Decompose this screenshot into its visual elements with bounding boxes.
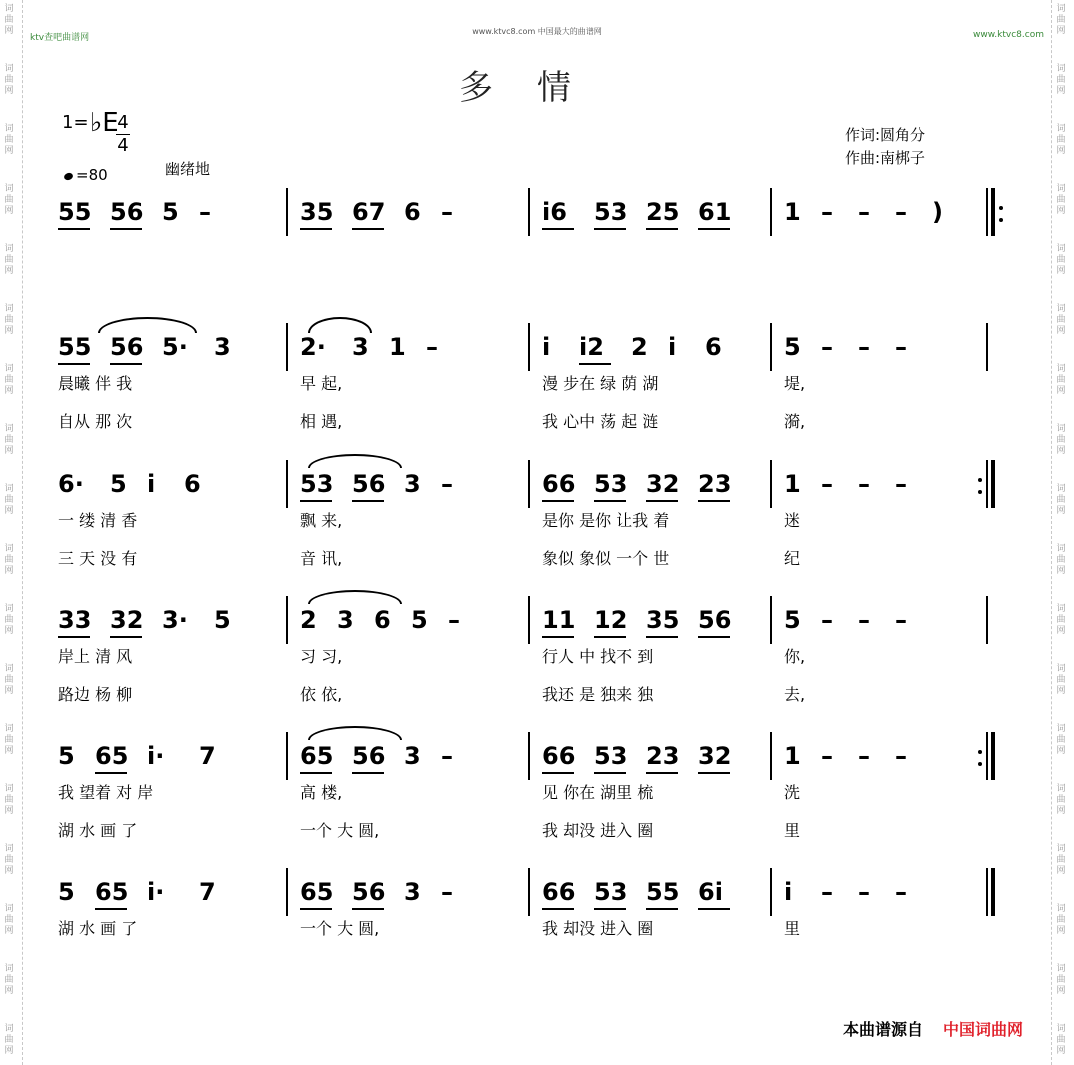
note-group: 1 xyxy=(784,742,801,770)
side-watermark-text: 词 曲 网 xyxy=(4,124,14,156)
beam-underline xyxy=(698,500,730,502)
lyric-verse-1: 岸上 清 风 xyxy=(58,647,133,666)
lyric-verse-2: 象似 象似 一个 世 xyxy=(542,549,670,568)
beam-underline xyxy=(58,363,90,365)
repeat-barline-thick xyxy=(991,732,995,780)
note-group: 53 xyxy=(594,878,628,906)
note-group: 3 xyxy=(337,606,354,634)
slur-mark xyxy=(308,317,372,333)
lyric-verse-1: 晨曦 伴 我 xyxy=(58,374,133,393)
side-watermark-text: 词 曲 网 xyxy=(1056,604,1066,636)
note-group: – xyxy=(858,198,870,226)
note-group: 5 xyxy=(784,333,801,361)
beam-underline xyxy=(58,636,90,638)
note-group: 65 xyxy=(95,742,129,770)
lyric-verse-2: 漪, xyxy=(784,412,806,431)
note-group: 32 xyxy=(698,742,732,770)
beam-underline xyxy=(579,363,611,365)
slur-mark xyxy=(308,726,402,740)
note-group: – xyxy=(821,742,833,770)
repeat-dot xyxy=(978,750,982,754)
beam-underline xyxy=(300,228,332,230)
side-watermark-text: 词 曲 网 xyxy=(4,64,14,96)
side-watermark-text: 词 曲 网 xyxy=(1056,1024,1066,1056)
note-group: i6 xyxy=(542,198,567,226)
note-group: 11 xyxy=(542,606,576,634)
note-group: 3· xyxy=(162,606,188,634)
note-group: 35 xyxy=(300,198,334,226)
lyric-verse-2: 一个 大 圆, xyxy=(300,821,380,840)
note-group: 5 xyxy=(58,878,75,906)
beam-underline xyxy=(594,228,626,230)
lyric-verse-1: 高 楼, xyxy=(300,783,343,802)
beam-underline xyxy=(646,228,678,230)
repeat-dot xyxy=(978,762,982,766)
barline xyxy=(770,460,772,508)
note-group: – xyxy=(441,878,453,906)
note-group: 6i xyxy=(698,878,723,906)
score-row xyxy=(58,742,1018,862)
lyric-verse-1: 飘 来, xyxy=(300,511,343,530)
beam-underline xyxy=(698,908,730,910)
lyric-verse-2: 相 遇, xyxy=(300,412,343,431)
repeat-barline-thin xyxy=(986,732,988,780)
side-watermark-text: 词 曲 网 xyxy=(1056,304,1066,336)
repeat-dot xyxy=(999,218,1003,222)
note-group: i· xyxy=(147,878,165,906)
side-watermark-text: 词 曲 网 xyxy=(4,304,14,336)
lyric-verse-1: 早 起, xyxy=(300,374,343,393)
side-watermark-text: 词 曲 网 xyxy=(1056,424,1066,456)
note-group: – xyxy=(858,470,870,498)
score-row xyxy=(58,878,1018,998)
note-group: – xyxy=(441,198,453,226)
note-group: 55 xyxy=(58,333,92,361)
side-watermark-text: 词 曲 网 xyxy=(1056,4,1066,36)
repeat-dot xyxy=(978,490,982,494)
beam-underline xyxy=(594,500,626,502)
note-group: 56 xyxy=(110,198,144,226)
lyric-verse-2: 我还 是 独来 独 xyxy=(542,685,654,704)
note-group: 7 xyxy=(199,742,216,770)
side-watermark-text: 词 曲 网 xyxy=(1056,64,1066,96)
key-flat: ♭E xyxy=(90,108,119,138)
header-right-link[interactable]: www.ktvc8.com xyxy=(973,30,1044,40)
lyric-verse-1: 一个 大 圆, xyxy=(300,919,380,938)
beam-underline xyxy=(58,228,90,230)
barline xyxy=(770,188,772,236)
note-group: 66 xyxy=(542,470,576,498)
side-watermark-text: 词 曲 网 xyxy=(1056,784,1066,816)
note-group: 12 xyxy=(594,606,628,634)
header-left-link[interactable]: ktv查吧曲谱网 xyxy=(30,33,90,43)
side-watermark-text: 词 曲 网 xyxy=(1056,484,1066,516)
note-group: 56 xyxy=(352,470,386,498)
beam-underline xyxy=(646,908,678,910)
note-group: – xyxy=(895,198,907,226)
note-group: i xyxy=(784,878,793,906)
beam-underline xyxy=(594,636,626,638)
note-group: 53 xyxy=(300,470,334,498)
barline xyxy=(286,868,288,916)
source-label: 本曲谱源自 xyxy=(843,1020,924,1039)
side-watermark-text: 词 曲 网 xyxy=(1056,844,1066,876)
side-watermark-text: 词 曲 网 xyxy=(4,724,14,756)
right-watermark-strip xyxy=(1051,0,1074,1065)
barline xyxy=(770,868,772,916)
side-watermark-text: 词 曲 网 xyxy=(4,184,14,216)
slur-mark xyxy=(308,454,402,468)
note-group: – xyxy=(821,470,833,498)
score-row xyxy=(58,198,1018,318)
lyric-verse-1: 是你 是你 让我 着 xyxy=(542,511,670,530)
beam-underline xyxy=(110,228,142,230)
note-group: 2· xyxy=(300,333,326,361)
lyric-verse-1: 湖 水 画 了 xyxy=(58,919,138,938)
note-group: 6· xyxy=(58,470,84,498)
score-row xyxy=(58,470,1018,590)
note-group: 53 xyxy=(594,198,628,226)
note-group: 5 xyxy=(784,606,801,634)
beam-underline xyxy=(698,228,730,230)
beam-underline xyxy=(110,636,142,638)
final-barline-thick xyxy=(991,868,995,916)
note-group: 56 xyxy=(698,606,732,634)
note-group: – xyxy=(821,198,833,226)
lyric-verse-2: 去, xyxy=(784,685,806,704)
note-group: 3 xyxy=(214,333,231,361)
note-group: – xyxy=(858,333,870,361)
note-group: – xyxy=(441,742,453,770)
note-group: 65 xyxy=(300,742,334,770)
barline xyxy=(528,188,530,236)
note-group: 55 xyxy=(646,878,680,906)
beam-underline xyxy=(95,772,127,774)
barline xyxy=(528,323,530,371)
lyric-verse-2: 里 xyxy=(784,821,801,840)
beam-underline xyxy=(542,772,574,774)
beam-underline xyxy=(300,908,332,910)
time-signature xyxy=(116,112,130,157)
note-group: 6 xyxy=(374,606,391,634)
note-group: 53 xyxy=(594,742,628,770)
barline xyxy=(286,323,288,371)
note-group: 53 xyxy=(594,470,628,498)
lyric-verse-2: 我 却没 进入 圈 xyxy=(542,821,654,840)
note-group: – xyxy=(858,878,870,906)
lyric-verse-2: 依 依, xyxy=(300,685,343,704)
note-group: 32 xyxy=(646,470,680,498)
expression-marking: 幽绪地 xyxy=(165,160,211,178)
lyric-verse-2: 路边 杨 柳 xyxy=(58,685,133,704)
barline xyxy=(770,596,772,644)
beam-underline xyxy=(646,772,678,774)
beam-underline xyxy=(352,228,384,230)
note-group: 5 xyxy=(411,606,428,634)
note-group: 66 xyxy=(542,742,576,770)
note-group: 1 xyxy=(389,333,406,361)
beam-underline xyxy=(542,636,574,638)
beam-underline xyxy=(352,500,384,502)
note-group: 6 xyxy=(184,470,201,498)
lyric-verse-1: 我 却没 进入 圈 xyxy=(542,919,654,938)
beam-underline xyxy=(542,500,574,502)
note-group: 3 xyxy=(404,742,421,770)
note-group: 56 xyxy=(352,742,386,770)
barline xyxy=(286,732,288,780)
slur-mark xyxy=(98,317,197,333)
note-group: – xyxy=(821,878,833,906)
lyricist-credit: 作词:圆角分 xyxy=(845,126,926,144)
barline xyxy=(286,596,288,644)
beam-underline xyxy=(594,772,626,774)
note-group: 7 xyxy=(199,878,216,906)
note-group: 23 xyxy=(698,470,732,498)
note-group: i2 xyxy=(579,333,604,361)
beam-underline xyxy=(646,500,678,502)
note-group: 61 xyxy=(698,198,732,226)
barline xyxy=(986,323,988,371)
lyric-verse-1: 习 习, xyxy=(300,647,343,666)
lyric-verse-2: 音 讯, xyxy=(300,549,343,568)
side-watermark-text: 词 曲 网 xyxy=(1056,904,1066,936)
note-group: – xyxy=(895,470,907,498)
note-group: 23 xyxy=(646,742,680,770)
side-watermark-text: 词 曲 网 xyxy=(4,544,14,576)
side-watermark-text: 词 曲 网 xyxy=(4,664,14,696)
beam-underline xyxy=(698,636,730,638)
note-group: 66 xyxy=(542,878,576,906)
note-group: – xyxy=(441,470,453,498)
beam-underline xyxy=(542,908,574,910)
barline xyxy=(286,188,288,236)
lyric-verse-1: 漫 步在 绿 荫 湖 xyxy=(542,374,659,393)
side-watermark-text: 词 曲 网 xyxy=(1056,184,1066,216)
note-group: – xyxy=(821,606,833,634)
note-group: 5 xyxy=(162,198,179,226)
beam-underline xyxy=(594,908,626,910)
final-barline-thin xyxy=(986,868,988,916)
time-bottom: 4 xyxy=(117,135,129,156)
side-watermark-text: 词 曲 网 xyxy=(4,784,14,816)
side-watermark-text: 词 曲 网 xyxy=(1056,664,1066,696)
repeat-barline-thick xyxy=(991,188,995,236)
note-group: – xyxy=(858,606,870,634)
note-group: 33 xyxy=(58,606,92,634)
side-watermark-text: 词 曲 网 xyxy=(4,1024,14,1056)
beam-underline xyxy=(698,772,730,774)
note-group: – xyxy=(895,742,907,770)
note-group: – xyxy=(821,333,833,361)
song-title: 多情 xyxy=(459,68,615,108)
lyric-verse-2: 纪 xyxy=(784,549,801,568)
note-group: 5· xyxy=(162,333,188,361)
tempo-value: =80 xyxy=(76,166,108,184)
left-watermark-strip xyxy=(0,0,23,1065)
barline xyxy=(770,732,772,780)
score-row xyxy=(58,606,1018,726)
note-group: 2 xyxy=(631,333,648,361)
beam-underline xyxy=(542,228,574,230)
side-watermark-text: 词 曲 网 xyxy=(4,604,14,636)
side-watermark-text: 词 曲 网 xyxy=(4,844,14,876)
source-brand-link[interactable]: 中国词曲网 xyxy=(943,1020,1024,1039)
repeat-barline-thin xyxy=(986,460,988,508)
note-group: i xyxy=(542,333,551,361)
lyric-verse-2: 湖 水 画 了 xyxy=(58,821,138,840)
side-watermark-text: 词 曲 网 xyxy=(1056,364,1066,396)
barline xyxy=(286,460,288,508)
side-watermark-text: 词 曲 网 xyxy=(4,244,14,276)
repeat-dot xyxy=(978,478,982,482)
note-group: 3 xyxy=(404,470,421,498)
lyric-verse-1: 迷 xyxy=(784,511,801,530)
note-group: 32 xyxy=(110,606,144,634)
lyric-verse-1: 行人 中 找不 到 xyxy=(542,647,654,666)
note-group: ) xyxy=(932,198,943,226)
beam-underline xyxy=(352,908,384,910)
note-group: 65 xyxy=(95,878,129,906)
slur-mark xyxy=(308,590,402,604)
note-group: 56 xyxy=(352,878,386,906)
barline xyxy=(986,596,988,644)
side-watermark-text: 词 曲 网 xyxy=(4,484,14,516)
note-group: 3 xyxy=(404,878,421,906)
note-group: 35 xyxy=(646,606,680,634)
note-group: 2 xyxy=(300,606,317,634)
barline xyxy=(528,596,530,644)
beam-underline xyxy=(110,363,142,365)
side-watermark-text: 词 曲 网 xyxy=(1056,124,1066,156)
repeat-dot xyxy=(999,206,1003,210)
lyric-verse-1: 里 xyxy=(784,919,801,938)
side-watermark-text: 词 曲 网 xyxy=(4,424,14,456)
beam-underline xyxy=(352,772,384,774)
barline xyxy=(528,868,530,916)
note-group: 1 xyxy=(784,470,801,498)
lyric-verse-1: 堤, xyxy=(784,374,806,393)
side-watermark-text: 词 曲 网 xyxy=(1056,544,1066,576)
note-group: 3 xyxy=(352,333,369,361)
side-watermark-text: 词 曲 网 xyxy=(4,904,14,936)
note-group: – xyxy=(895,606,907,634)
header-center-text: www.ktvc8.com 中国最大的曲谱网 xyxy=(472,27,602,36)
tempo-marking xyxy=(64,166,108,184)
side-watermark-text: 词 曲 网 xyxy=(1056,244,1066,276)
quarter-note-icon xyxy=(63,172,74,182)
side-watermark-text: 词 曲 网 xyxy=(1056,964,1066,996)
lyric-verse-1: 你, xyxy=(784,647,806,666)
note-group: i xyxy=(668,333,677,361)
composer-credit: 作曲:南梆子 xyxy=(845,149,926,167)
key-label: 1= xyxy=(62,112,89,133)
note-group: 6 xyxy=(705,333,722,361)
note-group: 1 xyxy=(784,198,801,226)
source-footer xyxy=(843,1017,1023,1040)
lyric-verse-1: 我 望着 对 岸 xyxy=(58,783,154,802)
beam-underline xyxy=(300,772,332,774)
note-group: – xyxy=(448,606,460,634)
lyric-verse-2: 自从 那 次 xyxy=(58,412,133,431)
beam-underline xyxy=(646,636,678,638)
lyric-verse-1: 见 你在 湖里 梳 xyxy=(542,783,654,802)
time-top: 4 xyxy=(117,112,129,133)
note-group: – xyxy=(426,333,438,361)
note-group: – xyxy=(858,742,870,770)
lyric-verse-1: 一 缕 清 香 xyxy=(58,511,138,530)
note-group: – xyxy=(895,878,907,906)
note-group: 55 xyxy=(58,198,92,226)
note-group: – xyxy=(199,198,211,226)
barline xyxy=(770,323,772,371)
note-group: 25 xyxy=(646,198,680,226)
note-group: 56 xyxy=(110,333,144,361)
lyric-verse-2: 我 心中 荡 起 涟 xyxy=(542,412,659,431)
side-watermark-text: 词 曲 网 xyxy=(4,4,14,36)
repeat-barline-thick xyxy=(991,460,995,508)
note-group: – xyxy=(895,333,907,361)
side-watermark-text: 词 曲 网 xyxy=(4,364,14,396)
note-group: 5 xyxy=(58,742,75,770)
score-row xyxy=(58,333,1018,453)
note-group: 65 xyxy=(300,878,334,906)
side-watermark-text: 词 曲 网 xyxy=(1056,724,1066,756)
note-group: i xyxy=(147,470,156,498)
repeat-barline-thin xyxy=(986,188,988,236)
note-group: 6 xyxy=(404,198,421,226)
barline xyxy=(528,732,530,780)
barline xyxy=(528,460,530,508)
beam-underline xyxy=(300,500,332,502)
lyric-verse-2: 三 天 没 有 xyxy=(58,549,138,568)
note-group: 5 xyxy=(214,606,231,634)
lyric-verse-1: 洗 xyxy=(784,783,801,802)
beam-underline xyxy=(95,908,127,910)
note-group: i· xyxy=(147,742,165,770)
note-group: 67 xyxy=(352,198,386,226)
side-watermark-text: 词 曲 网 xyxy=(4,964,14,996)
note-group: 5 xyxy=(110,470,127,498)
key-signature xyxy=(62,108,129,156)
